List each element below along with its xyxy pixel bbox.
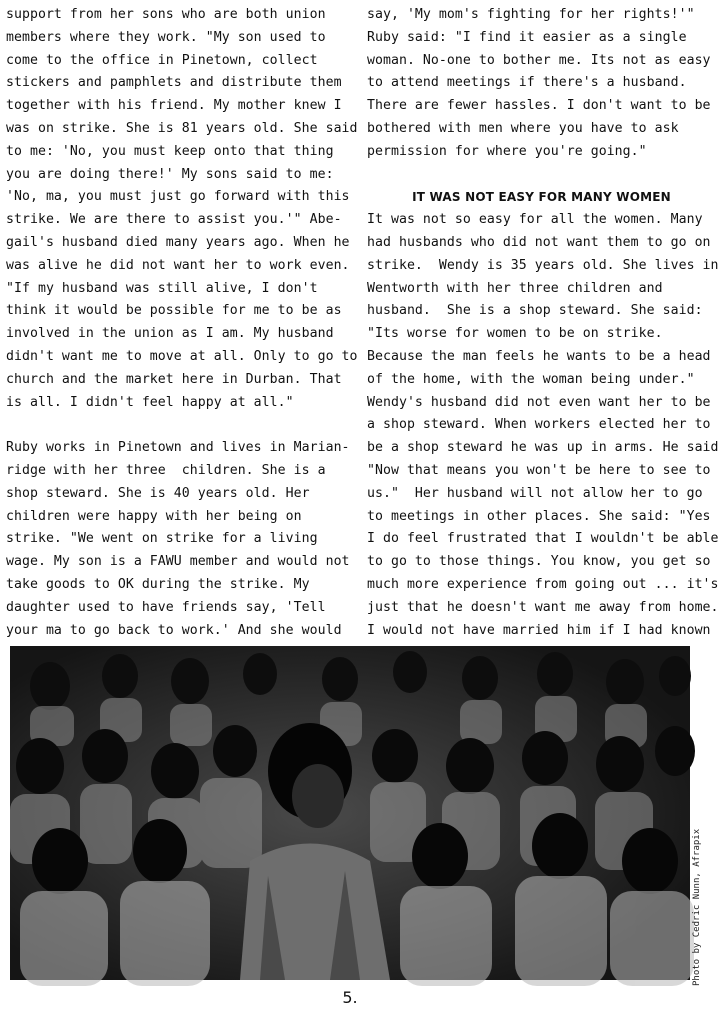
text-line: us." Her husband will not allow her to go [367, 485, 703, 501]
paragraph-break [6, 414, 346, 437]
text-line: "Now that means you won't be here to see to [367, 462, 711, 478]
paragraph-break [367, 164, 700, 187]
text-line: Because the man feels he wants to be a head [367, 348, 711, 364]
text-line: "Its worse for women to be on strike. [367, 326, 663, 342]
crowd-photo [10, 646, 690, 980]
text-line: strike. "We went on strike for a living [6, 531, 318, 547]
page-number: 5. [342, 988, 358, 1007]
text-line: think it would be possible for me to be as [6, 303, 342, 319]
text-line: you are doing there!' My sons said to me: [6, 166, 334, 182]
text-line: It was not so easy for all the women. Many [367, 212, 703, 228]
text-line: 'No, ma, you must just go forward with this [6, 189, 350, 205]
text-line: involved in the union as I am. My husband [6, 326, 334, 342]
text-line: Ruby works in Pinetown and lives in Marian- [6, 440, 350, 456]
text-line: had husbands who did not want them to go on [367, 234, 711, 250]
text-line: I would not have married him if I had known [367, 622, 711, 638]
text-line: take goods to OK during the strike. My [6, 576, 310, 592]
text-line: children were happy with her being on [6, 508, 302, 524]
text-line: didn't want me to move at all. Only to go to [6, 348, 358, 364]
text-line: to go to those things. You know, you get so [367, 554, 711, 570]
text-line: permission for where you're going." [367, 143, 647, 159]
text-line: to me: 'No, you must keep onto that thing [6, 143, 334, 159]
text-line: strike. We are there to assist you.'" Abe- [6, 212, 342, 228]
text-line: ridge with her three children. She is a [6, 462, 326, 478]
crowd-photo-illustration [10, 646, 690, 980]
text-line: say, 'My mom's fighting for her rights!'" [367, 7, 695, 22]
text-line: is all. I didn't feel happy at all." [6, 394, 294, 410]
text-line: husband. She is a shop steward. She said: [367, 303, 703, 319]
text-line: be a shop steward he was up in arms. He said [367, 440, 719, 456]
text-line: a shop steward. When workers elected her to [367, 417, 711, 433]
text-line: to attend meetings if there's a husband. [367, 75, 687, 91]
text-line: I do feel frustrated that I wouldn't be able [367, 531, 719, 547]
text-line: your ma to go back to work.' And she would [6, 622, 342, 638]
text-line: Wendy's husband did not even want her to be [367, 394, 711, 410]
text-line: church and the market here in Durban. That [6, 371, 342, 387]
text-line: support from her sons who are both union [6, 7, 326, 22]
left-column [6, 4, 358, 642]
right-column [367, 4, 719, 642]
text-line: bothered with men where you have to ask [367, 120, 679, 136]
text-line: to meetings in other places. She said: "Yes [367, 508, 711, 524]
text-line: Wentworth with her three children and [367, 280, 663, 296]
text-line: much more experience from going out ... it's [367, 576, 719, 592]
text-line: was on strike. She is 81 years old. She said [6, 120, 358, 136]
photo-credit: Photo by Cedric Nunn, Afrapix [692, 828, 702, 986]
text-line: strike. Wendy is 35 years old. She lives in [367, 257, 719, 273]
text-line: come to the office in Pinetown, collect [6, 52, 318, 68]
text-line: together with his friend. My mother knew I [6, 98, 342, 114]
text-line: wage. My son is a FAWU member and would not [6, 554, 350, 570]
text-line: gail's husband died many years ago. When he [6, 234, 350, 250]
text-line: There are fewer hassles. I don't want to be [367, 98, 711, 114]
text-line: shop steward. She is 40 years old. Her [6, 485, 310, 501]
text-line: daughter used to have friends say, 'Tell [6, 599, 326, 615]
text-line: Ruby said: "I find it easier as a single [367, 29, 687, 45]
text-line: just that he doesn't want me away from home. [367, 599, 719, 615]
text-line: woman. No-one to bother me. Its not as easy [367, 52, 711, 68]
text-line: was alive he did not want her to work even. [6, 257, 350, 273]
text-line: members where they work. "My son used to [6, 29, 326, 45]
text-line: of the home, with the woman being under." [367, 371, 695, 387]
text-line: stickers and pamphlets and distribute them [6, 75, 342, 91]
section-heading: IT WAS NOT EASY FOR MANY WOMEN [412, 190, 671, 205]
text-line: "If my husband was still alive, I don't [6, 280, 318, 296]
